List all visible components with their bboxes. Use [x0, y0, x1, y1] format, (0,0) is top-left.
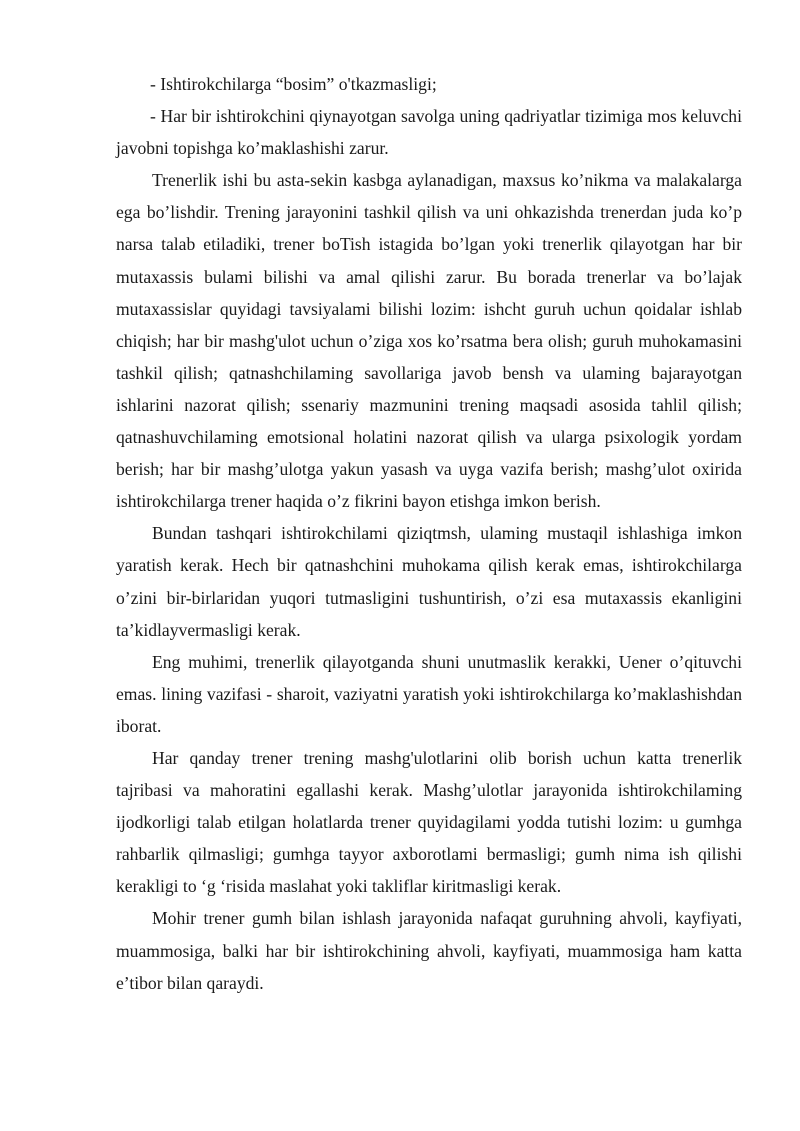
paragraph-participant-interest: Bundan tashqari ishtirokchilami qiziqtmsh, ulaming mustaqil ishlashiga imkon yaratish kerak. Hech bir qatnashchini muhokama qilish kerak emas, ishtirokchilarga o’zini bir-birlaridan yuqori tutmasligini tushuntirish, o’zi esa mutaxassis ekanligini ta’kidlayvermasligi kerak.: [116, 523, 742, 640]
list-item-help-find-answer: - Har bir ishtirokchini qiynayotgan savolga uning qadriyatlar tizimiga mos keluvchi javobni topishga ko’maklashishi zarur.: [116, 106, 742, 159]
paragraph-trainer-experience: Har qanday trener trening mashg'ulotlarini olib borish uchun katta trenerlik tajribasi va mahoratini egallashi kerak. Mashg’ulotlar jarayonida ishtirokchilaming ijodkorligi talab etilgan holatlarda trener quyidagilami yodda tutishi lozim: u gumhga rahbarlik qilmasligi; gumhga tayyor axborotlami bermasligi; gumh nima ish qilishi kerakligi to ‘g ‘risida maslahat yoki takliflar kiritmasligi kerak.: [116, 747, 742, 897]
body-text: [116, 68, 742, 999]
paragraph-most-important: Eng muhimi, trenerlik qilayotganda shuni unutmaslik kerakki, Uener o’qituvchi emas. lining vazifasi - sharoit, vaziyatni yaratish yoki ishtirokchilarga ko’maklashishdan iborat.: [116, 651, 742, 736]
list-item-no-pressure: - Ishtirokchilarga “bosim” o'tkazmasligi;: [150, 74, 437, 94]
paragraph-skilled-trainer: Mohir trener gumh bilan ishlash jarayonida nafaqat guruhning ahvoli, kayfiyati, muammosiga, balki har bir ishtirokchining ahvoli, kayfiyati, muammosiga ham katta e’tibor bilan qaraydi.: [116, 908, 742, 993]
paragraph-trainer-work: Trenerlik ishi bu asta-sekin kasbga aylanadigan, maxsus ko’nikma va malakalarga ega bo’lishdir. Trening jarayonini tashkil qilish va uni ohkazishda trenerdan juda ko’p narsa talab etiladiki, trener boTish istagida bo’lgan yoki trenerlik qilayotgan har bir mutaxassis bulami bilishi va amal qilishi zarur. Bu borada trenerlar va bo’lajak mutaxassislar quyidagi tavsiyalami bilishi lozim: ishcht guruh uchun qoidalar ishlab chiqish; har bir mashg'ulot uchun o’ziga xos ko’rsatma bera olish; guruh muhokamasini tashkil qilish; qatnashchilaming savollariga javob bensh va ulaming bajarayotgan ishlarini nazorat qilish; ssenariy mazmunini trening maqsadi asosida tahlil qilish; qatnashuvchilaming emotsional holatini nazorat qilish va ularga psixologik yordam berish; har bir mashg’ulotga yakun yasash va uyga vazifa berish; mashg’ulot oxirida ishtirokchilarga trener haqida o’z fikrini bayon etishga imkon berish.: [116, 170, 742, 512]
